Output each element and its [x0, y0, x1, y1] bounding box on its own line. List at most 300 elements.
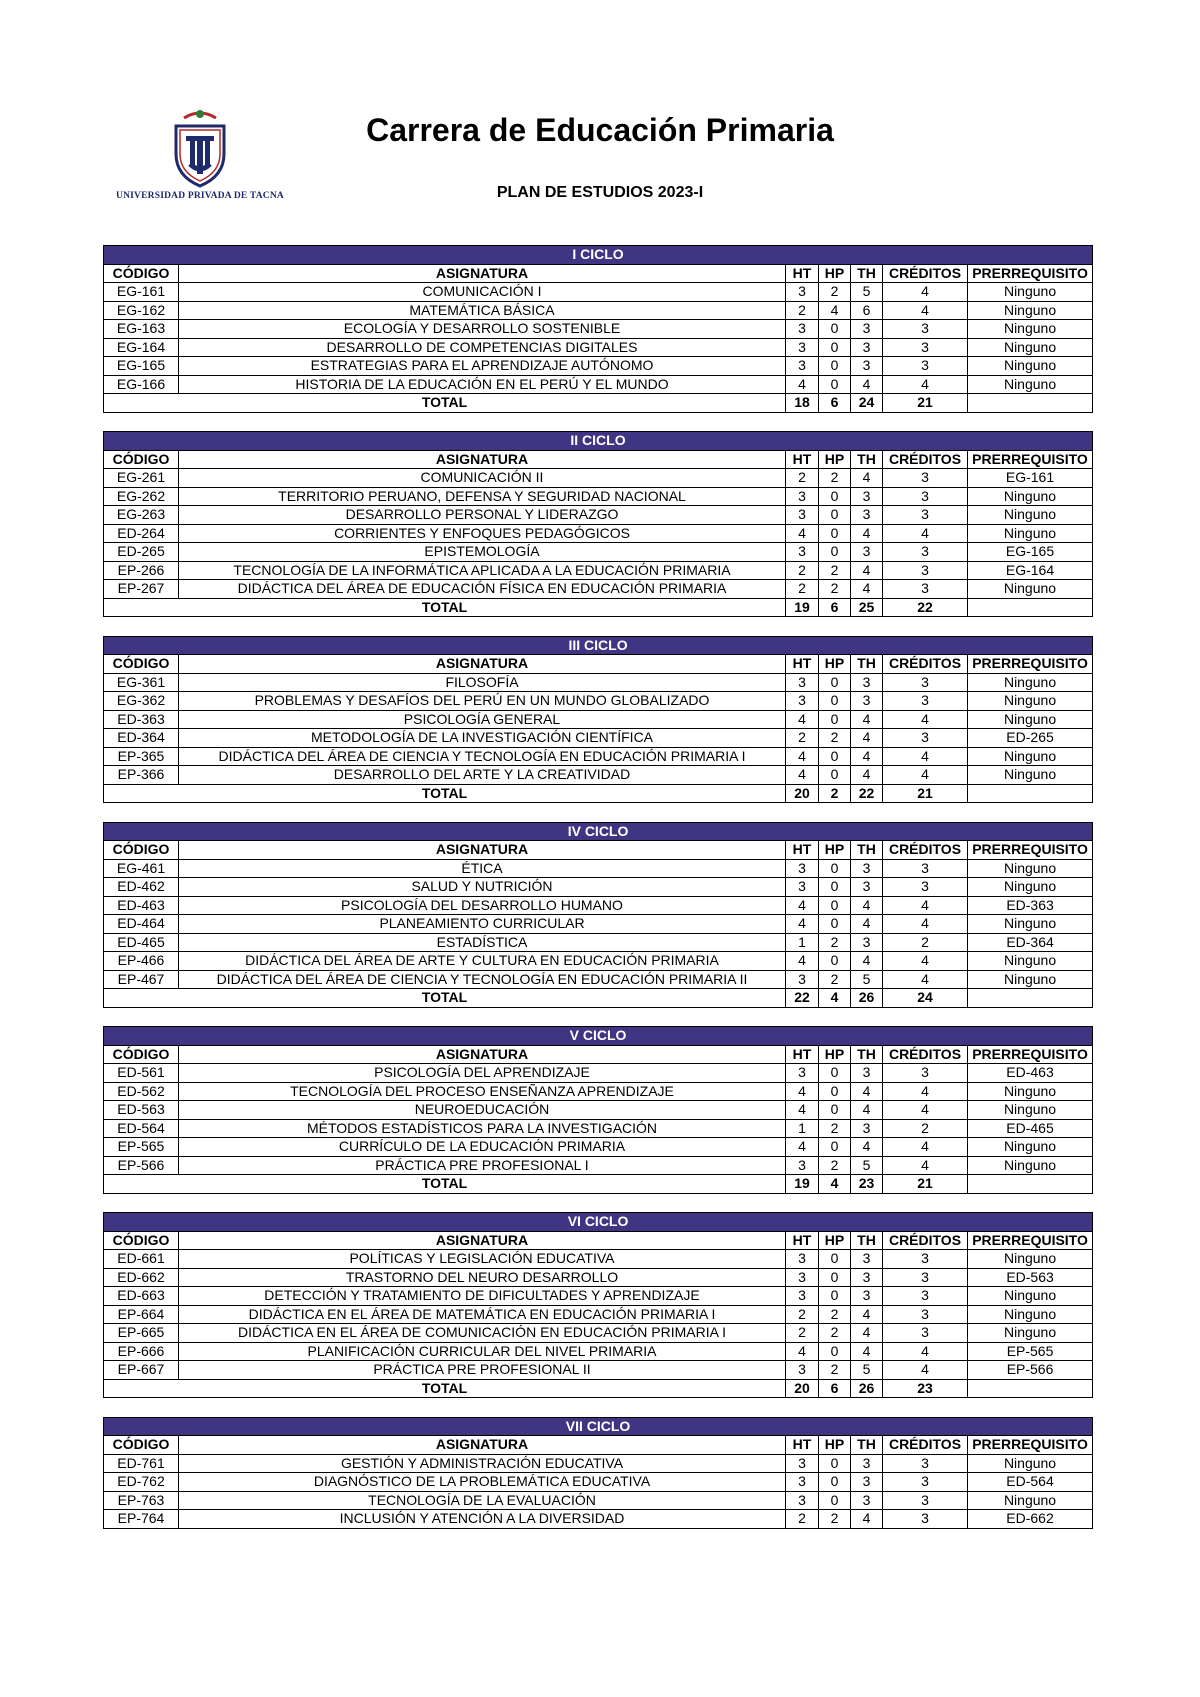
column-header: TH: [851, 1231, 883, 1250]
column-header: TH: [851, 841, 883, 860]
total-th: 25: [851, 598, 883, 617]
column-header: HT: [786, 1045, 819, 1064]
course-prerequisite: ED-563: [968, 1268, 1093, 1287]
column-header-row: [104, 841, 1093, 860]
table-row: [104, 506, 1093, 525]
course-ht: 1: [786, 933, 819, 952]
course-credits: 3: [883, 338, 968, 357]
table-row: [104, 580, 1093, 599]
table-row: [104, 1305, 1093, 1324]
column-header: TH: [851, 1045, 883, 1064]
total-row: [104, 1175, 1093, 1194]
ciclo-title: II CICLO: [104, 432, 1093, 451]
column-header: ASIGNATURA: [179, 655, 786, 674]
course-prerequisite: Ninguno: [968, 878, 1093, 897]
course-credits: 3: [883, 320, 968, 339]
course-ht: 2: [786, 580, 819, 599]
column-header: HP: [819, 841, 851, 860]
total-blank: [968, 1379, 1093, 1398]
ciclo-title: III CICLO: [104, 636, 1093, 655]
table-row: [104, 1510, 1093, 1529]
ciclo-title-row: [104, 1213, 1093, 1232]
course-code: ED-562: [104, 1082, 179, 1101]
course-ht: 3: [786, 283, 819, 302]
course-name: COMUNICACIÓN II: [179, 469, 786, 488]
course-ht: 3: [786, 543, 819, 562]
table-row: [104, 1268, 1093, 1287]
course-hp: 4: [819, 301, 851, 320]
course-th: 3: [851, 1473, 883, 1492]
course-prerequisite: Ninguno: [968, 970, 1093, 989]
course-prerequisite: ED-662: [968, 1510, 1093, 1529]
course-th: 4: [851, 561, 883, 580]
course-name: CURRÍCULO DE LA EDUCACIÓN PRIMARIA: [179, 1138, 786, 1157]
course-prerequisite: Ninguno: [968, 859, 1093, 878]
total-ht: 22: [786, 989, 819, 1008]
table-row: [104, 673, 1093, 692]
course-hp: 0: [819, 543, 851, 562]
total-hp: 6: [819, 394, 851, 413]
table-row: [104, 692, 1093, 711]
course-code: ED-663: [104, 1287, 179, 1306]
column-header: ASIGNATURA: [179, 841, 786, 860]
course-prerequisite: Ninguno: [968, 301, 1093, 320]
course-prerequisite: Ninguno: [968, 1324, 1093, 1343]
table-row: [104, 1342, 1093, 1361]
column-header: CRÉDITOS: [883, 1436, 968, 1455]
course-prerequisite: Ninguno: [968, 710, 1093, 729]
course-th: 3: [851, 933, 883, 952]
course-prerequisite: ED-564: [968, 1473, 1093, 1492]
course-th: 4: [851, 915, 883, 934]
university-logo: [100, 108, 300, 204]
column-header: HP: [819, 1045, 851, 1064]
course-credits: 4: [883, 766, 968, 785]
course-name: ÉTICA: [179, 859, 786, 878]
column-header: CÓDIGO: [104, 1045, 179, 1064]
course-ht: 3: [786, 1268, 819, 1287]
course-credits: 3: [883, 469, 968, 488]
course-hp: 0: [819, 1342, 851, 1361]
course-name: INCLUSIÓN Y ATENCIÓN A LA DIVERSIDAD: [179, 1510, 786, 1529]
column-header: HT: [786, 1231, 819, 1250]
course-credits: 3: [883, 859, 968, 878]
course-hp: 2: [819, 1156, 851, 1175]
course-th: 4: [851, 896, 883, 915]
course-th: 6: [851, 301, 883, 320]
course-th: 3: [851, 1250, 883, 1269]
course-code: EG-263: [104, 506, 179, 525]
course-name: PROBLEMAS Y DESAFÍOS DEL PERÚ EN UN MUNDO GLOBALIZADO: [179, 692, 786, 711]
course-th: 3: [851, 487, 883, 506]
course-th: 4: [851, 1101, 883, 1120]
table-row: [104, 952, 1093, 971]
course-ht: 3: [786, 320, 819, 339]
course-th: 4: [851, 469, 883, 488]
total-label: TOTAL: [104, 784, 786, 803]
course-ht: 3: [786, 1473, 819, 1492]
course-hp: 0: [819, 1082, 851, 1101]
column-header: CRÉDITOS: [883, 841, 968, 860]
course-ht: 4: [786, 375, 819, 394]
course-credits: 4: [883, 1138, 968, 1157]
course-code: ED-264: [104, 524, 179, 543]
column-header-row: [104, 1436, 1093, 1455]
course-credits: 4: [883, 1101, 968, 1120]
course-ht: 4: [786, 1342, 819, 1361]
course-name: MÉTODOS ESTADÍSTICOS PARA LA INVESTIGACIÓN: [179, 1119, 786, 1138]
ciclo-title-row: [104, 1417, 1093, 1436]
column-header: TH: [851, 655, 883, 674]
course-prerequisite: Ninguno: [968, 766, 1093, 785]
table-row: [104, 766, 1093, 785]
course-hp: 2: [819, 1324, 851, 1343]
course-ht: 2: [786, 1324, 819, 1343]
total-ht: 20: [786, 1379, 819, 1398]
total-hp: 6: [819, 598, 851, 617]
course-code: EP-664: [104, 1305, 179, 1324]
column-header: TH: [851, 450, 883, 469]
course-credits: 3: [883, 692, 968, 711]
table-row: [104, 1156, 1093, 1175]
course-th: 4: [851, 952, 883, 971]
course-credits: 4: [883, 952, 968, 971]
course-credits: 3: [883, 1250, 968, 1269]
table-row: [104, 320, 1093, 339]
course-name: DESARROLLO DE COMPETENCIAS DIGITALES: [179, 338, 786, 357]
course-hp: 0: [819, 915, 851, 934]
column-header: PRERREQUISITO: [968, 841, 1093, 860]
total-credits: 23: [883, 1379, 968, 1398]
course-hp: 0: [819, 710, 851, 729]
course-hp: 0: [819, 1454, 851, 1473]
course-prerequisite: Ninguno: [968, 1138, 1093, 1157]
course-th: 5: [851, 970, 883, 989]
course-hp: 0: [819, 524, 851, 543]
total-credits: 21: [883, 1175, 968, 1194]
course-prerequisite: Ninguno: [968, 357, 1093, 376]
ciclo-table: [103, 431, 1093, 617]
table-row: [104, 970, 1093, 989]
table-row: [104, 878, 1093, 897]
course-th: 4: [851, 747, 883, 766]
course-name: ESTADÍSTICA: [179, 933, 786, 952]
total-label: TOTAL: [104, 989, 786, 1008]
course-code: ED-661: [104, 1250, 179, 1269]
course-code: ED-364: [104, 729, 179, 748]
course-prerequisite: ED-463: [968, 1064, 1093, 1083]
total-row: [104, 394, 1093, 413]
course-prerequisite: Ninguno: [968, 338, 1093, 357]
course-ht: 3: [786, 1287, 819, 1306]
column-header: CÓDIGO: [104, 264, 179, 283]
course-prerequisite: ED-465: [968, 1119, 1093, 1138]
column-header: TH: [851, 1436, 883, 1455]
course-code: EP-666: [104, 1342, 179, 1361]
course-name: PLANIFICACIÓN CURRICULAR DEL NIVEL PRIMARIA: [179, 1342, 786, 1361]
table-row: [104, 1119, 1093, 1138]
column-header: CÓDIGO: [104, 450, 179, 469]
course-name: NEUROEDUCACIÓN: [179, 1101, 786, 1120]
table-row: [104, 1491, 1093, 1510]
column-header: HP: [819, 1231, 851, 1250]
course-hp: 2: [819, 729, 851, 748]
table-row: [104, 1287, 1093, 1306]
course-th: 5: [851, 1361, 883, 1380]
course-ht: 3: [786, 338, 819, 357]
column-header: HT: [786, 450, 819, 469]
course-code: ED-462: [104, 878, 179, 897]
course-credits: 3: [883, 1064, 968, 1083]
total-th: 23: [851, 1175, 883, 1194]
course-credits: 3: [883, 878, 968, 897]
course-hp: 0: [819, 878, 851, 897]
course-hp: 0: [819, 1473, 851, 1492]
column-header: ASIGNATURA: [179, 1436, 786, 1455]
ciclo-title-row: [104, 246, 1093, 265]
course-prerequisite: EG-161: [968, 469, 1093, 488]
course-th: 5: [851, 283, 883, 302]
table-row: [104, 1473, 1093, 1492]
course-prerequisite: Ninguno: [968, 692, 1093, 711]
course-th: 3: [851, 859, 883, 878]
table-row: [104, 561, 1093, 580]
course-th: 3: [851, 673, 883, 692]
table-row: [104, 283, 1093, 302]
total-th: 22: [851, 784, 883, 803]
course-credits: 4: [883, 1361, 968, 1380]
course-th: 3: [851, 543, 883, 562]
table-row: [104, 524, 1093, 543]
ciclo-title-row: [104, 432, 1093, 451]
ciclo-table: [103, 1026, 1093, 1194]
column-header: HP: [819, 655, 851, 674]
course-prerequisite: Ninguno: [968, 487, 1093, 506]
course-code: ED-762: [104, 1473, 179, 1492]
course-ht: 3: [786, 506, 819, 525]
course-prerequisite: Ninguno: [968, 747, 1093, 766]
course-name: DIAGNÓSTICO DE LA PROBLEMÁTICA EDUCATIVA: [179, 1473, 786, 1492]
course-hp: 0: [819, 375, 851, 394]
course-name: GESTIÓN Y ADMINISTRACIÓN EDUCATIVA: [179, 1454, 786, 1473]
course-th: 3: [851, 1491, 883, 1510]
course-credits: 3: [883, 487, 968, 506]
column-header: ASIGNATURA: [179, 264, 786, 283]
course-ht: 4: [786, 524, 819, 543]
course-hp: 0: [819, 859, 851, 878]
course-credits: 4: [883, 970, 968, 989]
course-code: EG-262: [104, 487, 179, 506]
column-header: HP: [819, 1436, 851, 1455]
table-row: [104, 357, 1093, 376]
column-header: TH: [851, 264, 883, 283]
ciclo-table: [103, 1417, 1093, 1529]
course-prerequisite: EG-164: [968, 561, 1093, 580]
course-code: EP-467: [104, 970, 179, 989]
course-code: EG-162: [104, 301, 179, 320]
course-code: ED-563: [104, 1101, 179, 1120]
table-row: [104, 747, 1093, 766]
table-row: [104, 487, 1093, 506]
course-name: CORRIENTES Y ENFOQUES PEDAGÓGICOS: [179, 524, 786, 543]
ciclo-table: [103, 822, 1093, 1008]
course-prerequisite: Ninguno: [968, 1454, 1093, 1473]
course-th: 4: [851, 1510, 883, 1529]
course-name: DIDÁCTICA DEL ÁREA DE CIENCIA Y TECNOLOGÍA EN EDUCACIÓN PRIMARIA I: [179, 747, 786, 766]
course-code: EP-667: [104, 1361, 179, 1380]
course-th: 3: [851, 320, 883, 339]
table-row: [104, 375, 1093, 394]
total-hp: 4: [819, 989, 851, 1008]
course-hp: 0: [819, 1250, 851, 1269]
course-code: ED-265: [104, 543, 179, 562]
column-header: HT: [786, 655, 819, 674]
total-credits: 21: [883, 784, 968, 803]
course-code: EP-365: [104, 747, 179, 766]
course-hp: 2: [819, 1510, 851, 1529]
course-th: 3: [851, 1268, 883, 1287]
total-blank: [968, 1175, 1093, 1194]
course-name: PRÁCTICA PRE PROFESIONAL I: [179, 1156, 786, 1175]
column-header: HP: [819, 264, 851, 283]
course-credits: 4: [883, 915, 968, 934]
course-name: SALUD Y NUTRICIÓN: [179, 878, 786, 897]
course-code: ED-761: [104, 1454, 179, 1473]
column-header: CRÉDITOS: [883, 1045, 968, 1064]
course-th: 3: [851, 1287, 883, 1306]
ciclo-table: [103, 636, 1093, 804]
course-ht: 4: [786, 1138, 819, 1157]
table-row: [104, 1324, 1093, 1343]
course-prerequisite: Ninguno: [968, 952, 1093, 971]
course-hp: 2: [819, 580, 851, 599]
table-row: [104, 1250, 1093, 1269]
total-row: [104, 784, 1093, 803]
course-ht: 2: [786, 469, 819, 488]
course-th: 4: [851, 1138, 883, 1157]
table-row: [104, 933, 1093, 952]
course-ht: 3: [786, 1454, 819, 1473]
course-ht: 3: [786, 1361, 819, 1380]
course-name: METODOLOGÍA DE LA INVESTIGACIÓN CIENTÍFICA: [179, 729, 786, 748]
course-code: EG-161: [104, 283, 179, 302]
course-code: EG-164: [104, 338, 179, 357]
course-name: PSICOLOGÍA DEL DESARROLLO HUMANO: [179, 896, 786, 915]
course-prerequisite: Ninguno: [968, 283, 1093, 302]
total-row: [104, 989, 1093, 1008]
course-credits: 3: [883, 506, 968, 525]
course-hp: 0: [819, 487, 851, 506]
course-ht: 4: [786, 952, 819, 971]
course-prerequisite: Ninguno: [968, 1305, 1093, 1324]
course-credits: 4: [883, 375, 968, 394]
course-hp: 0: [819, 1101, 851, 1120]
table-row: [104, 469, 1093, 488]
table-row: [104, 1361, 1093, 1380]
course-ht: 3: [786, 1491, 819, 1510]
course-credits: 3: [883, 673, 968, 692]
course-code: EP-266: [104, 561, 179, 580]
course-ht: 4: [786, 710, 819, 729]
course-ht: 2: [786, 729, 819, 748]
course-prerequisite: Ninguno: [968, 1287, 1093, 1306]
total-label: TOTAL: [104, 394, 786, 413]
course-hp: 0: [819, 1268, 851, 1287]
course-hp: 0: [819, 747, 851, 766]
course-prerequisite: EP-565: [968, 1342, 1093, 1361]
course-code: EP-466: [104, 952, 179, 971]
course-code: ED-463: [104, 896, 179, 915]
total-ht: 19: [786, 1175, 819, 1194]
ciclo-title: VI CICLO: [104, 1213, 1093, 1232]
course-credits: 3: [883, 1510, 968, 1529]
course-prerequisite: ED-363: [968, 896, 1093, 915]
course-ht: 4: [786, 1101, 819, 1120]
course-th: 4: [851, 1305, 883, 1324]
course-credits: 3: [883, 1454, 968, 1473]
column-header: PRERREQUISITO: [968, 1231, 1093, 1250]
ciclo-table: [103, 245, 1093, 413]
column-header: PRERREQUISITO: [968, 655, 1093, 674]
course-code: EG-461: [104, 859, 179, 878]
course-hp: 2: [819, 933, 851, 952]
course-hp: 2: [819, 469, 851, 488]
course-credits: 3: [883, 543, 968, 562]
course-code: ED-662: [104, 1268, 179, 1287]
course-code: EG-163: [104, 320, 179, 339]
course-hp: 0: [819, 766, 851, 785]
course-name: DIDÁCTICA EN EL ÁREA DE COMUNICACIÓN EN EDUCACIÓN PRIMARIA I: [179, 1324, 786, 1343]
course-name: HISTORIA DE LA EDUCACIÓN EN EL PERÚ Y EL MUNDO: [179, 375, 786, 394]
column-header-row: [104, 264, 1093, 283]
course-code: ED-464: [104, 915, 179, 934]
course-th: 3: [851, 1454, 883, 1473]
course-code: EP-764: [104, 1510, 179, 1529]
total-blank: [968, 989, 1093, 1008]
course-prerequisite: Ninguno: [968, 506, 1093, 525]
course-th: 4: [851, 1324, 883, 1343]
course-th: 4: [851, 710, 883, 729]
course-hp: 0: [819, 692, 851, 711]
course-code: ED-564: [104, 1119, 179, 1138]
column-header: HT: [786, 841, 819, 860]
course-th: 4: [851, 729, 883, 748]
course-ht: 3: [786, 970, 819, 989]
course-th: 3: [851, 357, 883, 376]
course-credits: 3: [883, 1473, 968, 1492]
column-header: PRERREQUISITO: [968, 1045, 1093, 1064]
total-row: [104, 1379, 1093, 1398]
total-credits: 24: [883, 989, 968, 1008]
course-name: FILOSOFÍA: [179, 673, 786, 692]
course-hp: 2: [819, 970, 851, 989]
course-ht: 3: [786, 1250, 819, 1269]
table-row: [104, 896, 1093, 915]
course-prerequisite: Ninguno: [968, 580, 1093, 599]
column-header: HP: [819, 450, 851, 469]
course-hp: 0: [819, 1287, 851, 1306]
course-prerequisite: Ninguno: [968, 1156, 1093, 1175]
course-prerequisite: Ninguno: [968, 375, 1093, 394]
total-ht: 19: [786, 598, 819, 617]
course-credits: 4: [883, 1082, 968, 1101]
course-credits: 3: [883, 1324, 968, 1343]
course-credits: 3: [883, 357, 968, 376]
course-hp: 0: [819, 952, 851, 971]
table-row: [104, 338, 1093, 357]
course-hp: 0: [819, 506, 851, 525]
course-hp: 2: [819, 1361, 851, 1380]
